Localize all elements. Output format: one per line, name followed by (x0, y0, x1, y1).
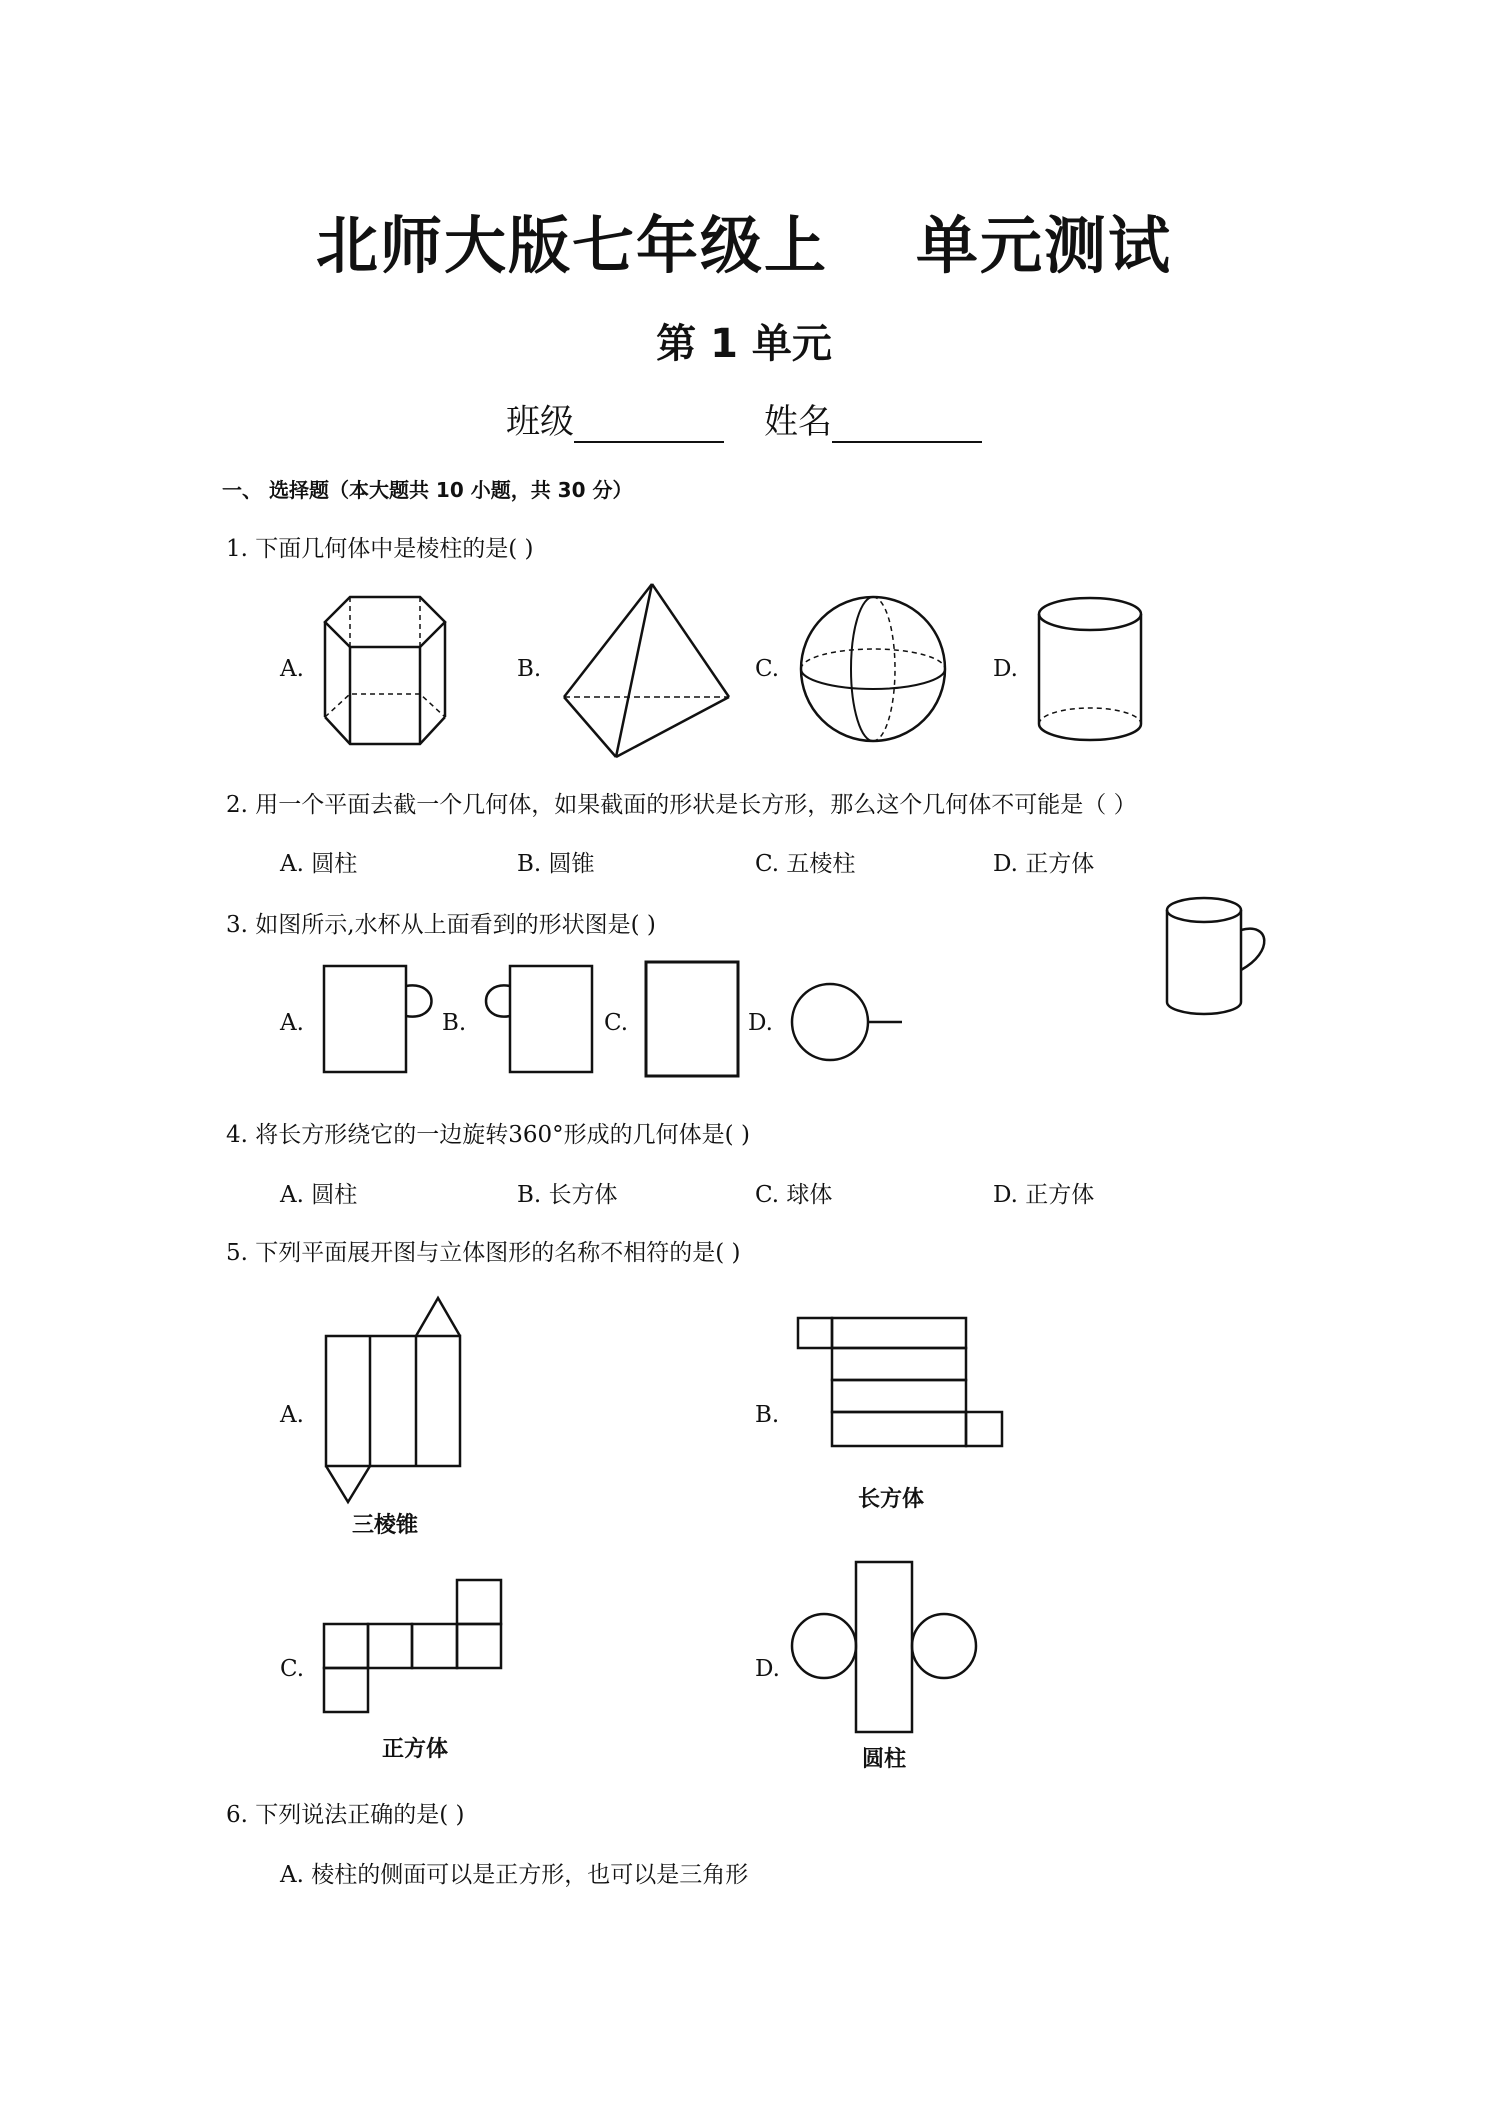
cuboid-net (796, 1316, 1006, 1452)
q5-option-c: C. (280, 1656, 305, 1682)
q2-option-b: B. 圆锥 (517, 851, 595, 877)
question-1-stem: 1. 下面几何体中是棱柱的是( ) (226, 536, 534, 562)
q5-option-a: A. (280, 1402, 304, 1428)
q1-option-d: D. (993, 656, 1018, 682)
q2-option-a: A. 圆柱 (280, 851, 358, 877)
rectangle-shape (644, 960, 744, 1080)
q3-option-c: C. (604, 1010, 629, 1036)
q5-caption-d: 圆柱 (862, 1747, 907, 1772)
q4-option-d: D. 正方体 (993, 1182, 1095, 1208)
q3-option-a: A. (280, 1010, 304, 1036)
q2-option-c: C. 五棱柱 (755, 851, 856, 877)
hexagonal-prism-figure (320, 592, 450, 752)
mug-figure (1162, 892, 1272, 1022)
circle-with-handle-shape (790, 982, 910, 1066)
title-left: 北师大版七年级上 (315, 209, 828, 282)
q5-option-d: D. (755, 1656, 780, 1682)
cube-net (322, 1578, 506, 1714)
unit-subtitle: 第 1 单元 (656, 321, 832, 367)
q5-option-b: B. (755, 1402, 780, 1428)
question-3-stem: 3. 如图所示,水杯从上面看到的形状图是( ) (226, 912, 656, 938)
question-2-stem: 2. 用一个平面去截一个几何体，如果截面的形状是长方形，那么这个几何体不可能是（ ） (226, 792, 1137, 818)
student-info-row (0, 394, 1488, 443)
q1-option-b: B. (517, 656, 542, 682)
mug-side-right-handle-shape (322, 964, 442, 1076)
question-6-stem: 6. 下列说法正确的是( ) (226, 1802, 465, 1828)
q6-option-a: A. 棱柱的侧面可以是正方形，也可以是三角形 (280, 1862, 749, 1888)
name-label: 姓名 (764, 402, 832, 442)
q4-option-a: A. 圆柱 (280, 1182, 358, 1208)
q4-option-b: B. 长方体 (517, 1182, 618, 1208)
q3-option-b: B. (442, 1010, 467, 1036)
q4-option-c: C. 球体 (755, 1182, 833, 1208)
q3-option-d: D. (748, 1010, 773, 1036)
question-5-stem: 5. 下列平面展开图与立体图形的名称不相符的是( ) (226, 1240, 741, 1266)
q2-option-d: D. 正方体 (993, 851, 1095, 877)
class-blank[interactable] (574, 407, 724, 443)
class-label: 班级 (506, 402, 574, 442)
mug-side-left-handle-shape (478, 964, 598, 1076)
tetrahedron-figure (562, 582, 732, 762)
sphere-figure (798, 594, 948, 744)
section-heading: 一、 选择题（本大题共 10 小题，共 30 分） (222, 478, 633, 502)
q1-option-a: A. (280, 656, 304, 682)
question-4-stem: 4. 将长方形绕它的一边旋转360°形成的几何体是( ) (226, 1122, 750, 1148)
q5-caption-a: 三棱锥 (352, 1513, 419, 1538)
q5-caption-c: 正方体 (382, 1737, 449, 1762)
q1-option-c: C. (755, 656, 780, 682)
name-blank[interactable] (832, 407, 982, 443)
q5-caption-b: 长方体 (858, 1487, 925, 1512)
cylinder-figure (1036, 596, 1146, 746)
page-title (0, 196, 1488, 285)
title-right: 单元测试 (916, 209, 1173, 282)
cylinder-net (790, 1560, 980, 1736)
triangular-prism-net (324, 1296, 464, 1506)
